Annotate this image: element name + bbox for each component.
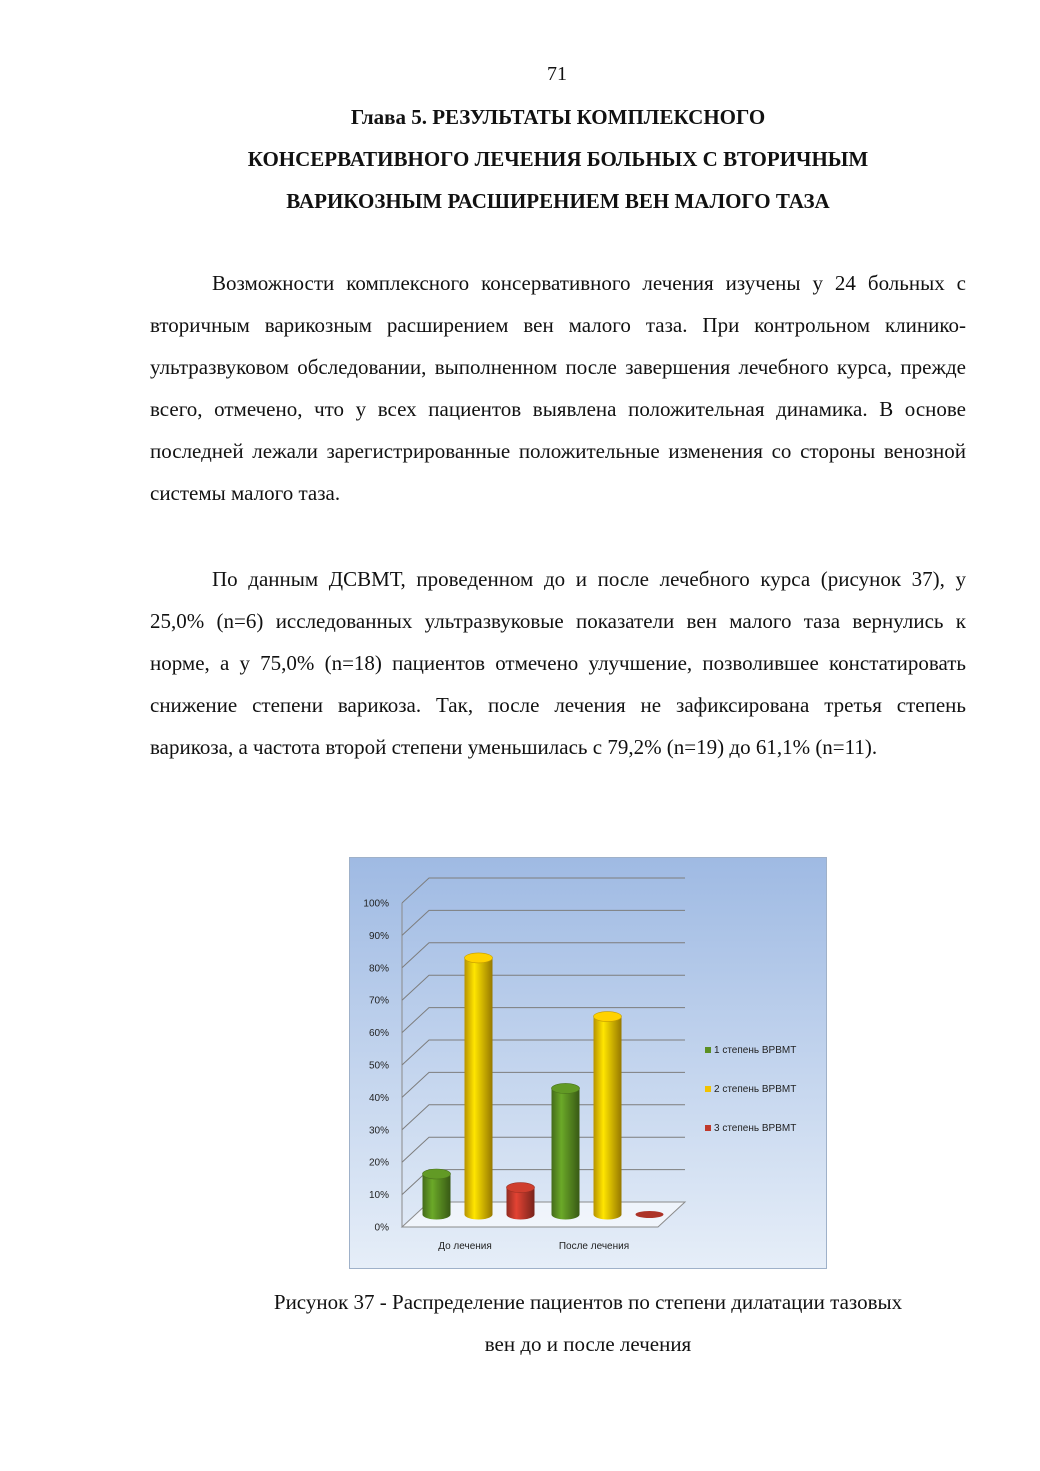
legend-swatch bbox=[705, 1086, 711, 1092]
bar-top bbox=[594, 1012, 622, 1022]
caption-line: Рисунок 37 - Распределение пациентов по степени дилатации тазовых bbox=[273, 1290, 903, 1314]
bar-body bbox=[594, 1017, 622, 1220]
paragraph-text: Возможности комплексного консервативного лечения изучены у 24 больных с вторичным варикозным расширением вен малого таза. При контрольном клинико-ультразвуковом обследовании, выполненном после завершения лечебного курса, прежде всего, отмечено, что у всех пациентов выявлена положительная динамика. В основе последней лежали зарегистрированные положительные изменения со стороны венозной системы малого таза. bbox=[150, 271, 966, 505]
chapter-title bbox=[150, 96, 966, 222]
bar-top bbox=[423, 1169, 451, 1179]
bar bbox=[465, 953, 493, 1220]
bar-body bbox=[423, 1174, 451, 1220]
legend-swatch bbox=[705, 1047, 711, 1053]
bar bbox=[423, 1169, 451, 1220]
legend-label: 1 степень ВРВМТ bbox=[714, 1045, 797, 1056]
paragraph-text: По данным ДСВМТ, проведенном до и после лечебного курса (рисунок 37), у 25,0% (n=6) исследованных ультразвуковые показатели вен малого таза вернулись к норме, а у 75,0% (n=18) пациентов отмечено улучшение, позволившее констатировать снижение степени варикоза. Так, после лечения не зафиксирована третья степень варикоза, а частота второй степени уменьшилась с 79,2% (n=19) до 61,1% (n=11). bbox=[150, 567, 966, 759]
chapter-title-line: ВАРИКОЗНЫМ РАСШИРЕНИЕМ ВЕН МАЛОГО ТАЗА bbox=[286, 189, 830, 213]
bar bbox=[507, 1183, 535, 1220]
bar-top bbox=[552, 1083, 580, 1093]
figure-caption bbox=[150, 1281, 1026, 1365]
y-tick-label: 10% bbox=[368, 1190, 389, 1202]
caption-line: вен до и после лечения bbox=[484, 1332, 692, 1356]
x-category-label: После лечения bbox=[558, 1241, 630, 1252]
legend-label: 3 степень ВРВМТ bbox=[714, 1123, 797, 1134]
bar bbox=[594, 1012, 622, 1220]
y-tick-label: 60% bbox=[368, 1028, 389, 1040]
y-tick-label: 40% bbox=[368, 1092, 389, 1104]
y-tick-label: 100% bbox=[363, 898, 389, 910]
paragraph-2 bbox=[150, 558, 966, 768]
bar-body bbox=[465, 958, 493, 1220]
y-tick-label: 30% bbox=[368, 1125, 389, 1137]
bar-zero-disc bbox=[636, 1211, 664, 1218]
legend-label: 2 степень ВРВМТ bbox=[714, 1084, 797, 1095]
chapter-title-line: Глава 5. РЕЗУЛЬТАТЫ КОМПЛЕКСНОГО bbox=[350, 105, 766, 129]
y-tick-label: 50% bbox=[368, 1060, 389, 1072]
legend-swatch bbox=[705, 1125, 711, 1131]
y-tick-label: 0% bbox=[374, 1222, 389, 1234]
bar-chart-svg bbox=[350, 858, 826, 1268]
y-tick-label: 80% bbox=[368, 963, 389, 975]
bar-body bbox=[552, 1088, 580, 1219]
figure-37-chart bbox=[349, 857, 827, 1269]
y-tick-label: 90% bbox=[368, 930, 389, 942]
chapter-title-line: КОНСЕРВАТИВНОГО ЛЕЧЕНИЯ БОЛЬНЫХ С ВТОРИЧНЫМ bbox=[247, 147, 869, 171]
bar-top bbox=[465, 953, 493, 963]
bar bbox=[636, 1211, 664, 1218]
x-category-label: До лечения bbox=[438, 1241, 492, 1252]
bar-top bbox=[507, 1183, 535, 1193]
paragraph-1 bbox=[150, 262, 966, 514]
y-tick-label: 20% bbox=[368, 1157, 389, 1169]
page-number: 71 bbox=[547, 63, 567, 85]
bar bbox=[552, 1083, 580, 1219]
y-tick-label: 70% bbox=[368, 995, 389, 1007]
